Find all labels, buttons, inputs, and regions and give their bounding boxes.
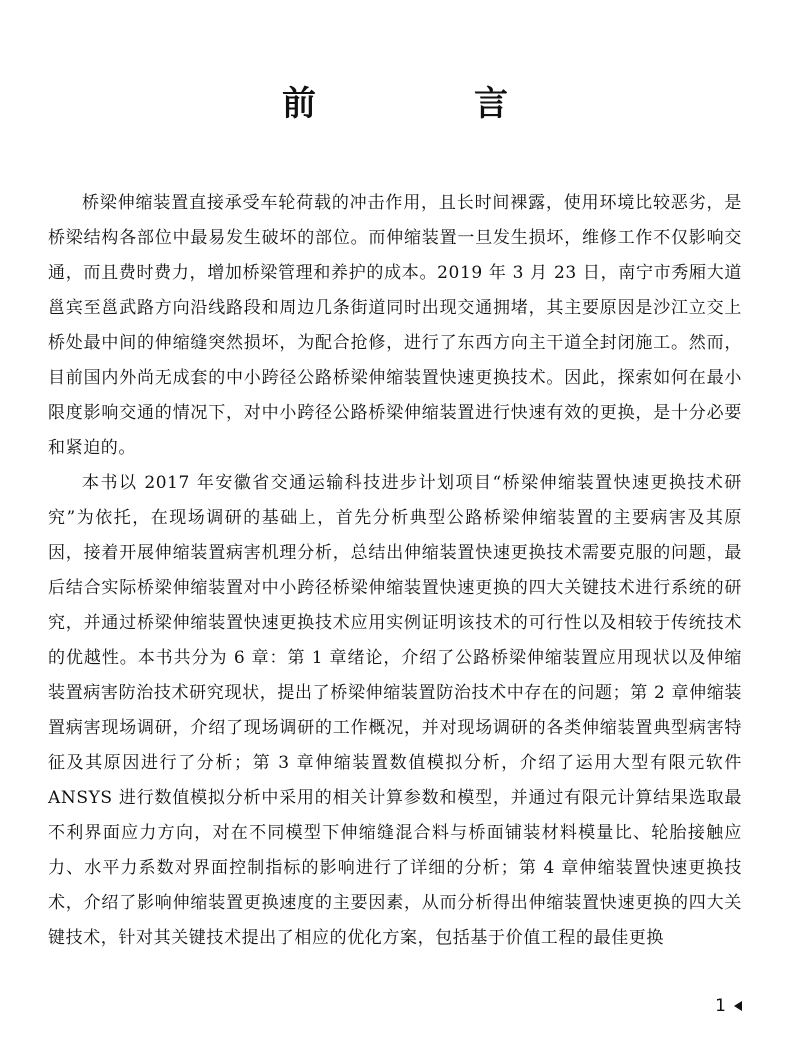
page-number bbox=[715, 994, 742, 1018]
page-title: 前 言 bbox=[282, 84, 570, 124]
paragraph-2: 本书以 2017 年安徽省交通运输科技进步计划项目“桥梁伸缩装置快速更换技术研究”为依托，在现场调研的基础上，首先分析典型公路桥梁伸缩装置的主要病害及其原因，接着开展伸缩装置病害机理分析，总结出伸缩装置快速更换技术需要克服的问题，最后结合实际桥梁伸缩装置对中小跨径桥梁伸缩装置快速更换的四大关键技术进行系统的研究，并通过桥梁伸缩装置快速更换技术应用实例证明该技术的可行性以及相较于传统技术的优越性。本书共分为 6 章：第 1 章绪论，介绍了公路桥梁伸缩装置应用现状以及伸缩装置病害防治技术研究现状，提出了桥梁伸缩装置防治技术中存在的问题；第 2 章伸缩装置病害现场调研，介绍了现场调研的工作概况，并对现场调研的各类伸缩装置典型病害特征及其原因进行了分析；第 3 章伸缩装置数值模拟分析，介绍了运用大型有限元软件 ANSYS 进行数值模拟分析中采用的相关计算参数和模型，并通过有限元计算结果选取最不利界面应力方向，对在不同模型下伸缩缝混合料与桥面铺装材料模量比、轮胎接触应力、水平力系数对界面控制指标的影响进行了详细的分析；第 4 章伸缩装置快速更换技术，介绍了影响伸缩装置更换速度的主要因素，从而分析得出伸缩装置快速更换的四大关键技术，针对其关键技术提出了相应的优化方案，包括基于价值工程的最佳更换 bbox=[48, 473, 742, 948]
paragraph-1: 桥梁伸缩装置直接承受车轮荷载的冲击作用，且长时间裸露，使用环境比较恶劣，是桥梁结构各部位中最易发生破坏的部位。而伸缩装置一旦发生损坏，维修工作不仅影响交通，而且费时费力，增加桥梁管理和养护的成本。2019 年 3 月 23 日，南宁市秀厢大道邕宾至邕武路方向沿线路段和周边几条街道同时出现交通拥堵，其主要原因是沙江立交上桥处最中间的伸缩缝突然损坏，为配合抢修，进行了东西方向主干道全封闭施工。然而，目前国内外尚无成套的中小跨径公路桥梁伸缩装置快速更换技术。因此，探索如何在最小限度影响交通的情况下，对中小跨径公路桥梁伸缩装置进行快速有效的更换，是十分必要和紧迫的。 bbox=[48, 193, 742, 458]
triangle-left-icon bbox=[734, 1001, 742, 1011]
body-text bbox=[48, 186, 742, 956]
page-number-label: 1 bbox=[715, 996, 726, 1016]
